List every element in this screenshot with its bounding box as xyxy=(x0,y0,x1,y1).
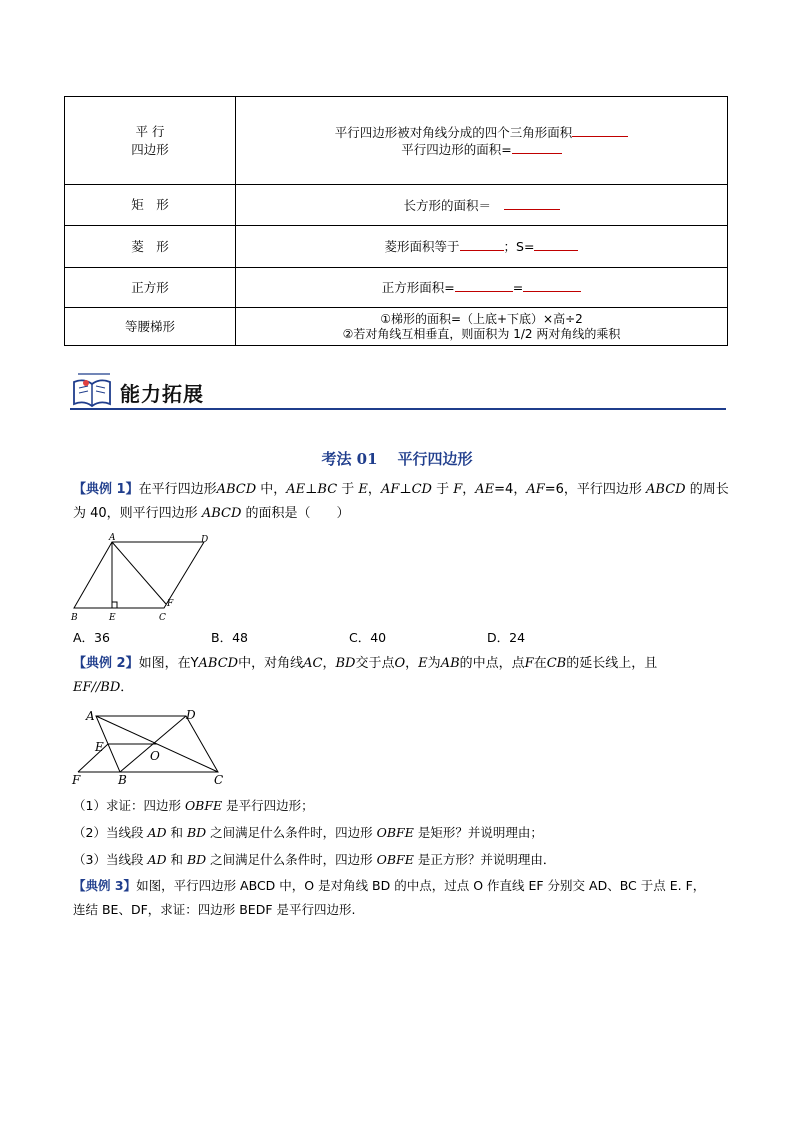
answer-blank xyxy=(512,141,562,154)
table-row xyxy=(65,308,728,346)
shape-cell: 等腰梯形 xyxy=(65,308,236,346)
label-C: C xyxy=(159,613,166,623)
answer-blank xyxy=(523,279,581,292)
example-2-text: 【典例 2】如图，在YABCD中，对角线AC，BD交于点O，E为AB的中点，点F在CB的延长线上，且 EF//BD． xyxy=(73,656,658,695)
formula-cell: ①梯形的面积=（上底+下底）×高÷2 ②若对角线互相垂直，则面积为 1/2 两对角线的乘积 xyxy=(236,308,728,346)
label-F: F xyxy=(167,599,174,609)
label-A: A xyxy=(109,533,116,543)
choice-d[interactable]: D．24 xyxy=(487,630,526,645)
answer-blank xyxy=(455,279,513,292)
answer-blank xyxy=(572,124,628,137)
divider xyxy=(70,408,726,410)
label-D: D xyxy=(201,535,209,545)
formula-cell: 平行四边形被对角线分成的四个三角形面积 平行四边形的面积= xyxy=(236,97,728,185)
label-E: E xyxy=(109,613,116,623)
table-row xyxy=(65,268,728,308)
label-O: O xyxy=(150,749,160,763)
label-D: D xyxy=(186,708,196,722)
answer-blank xyxy=(460,238,504,251)
table-row xyxy=(65,185,728,226)
shape-cell: 矩 形 xyxy=(65,185,236,226)
label-F: F xyxy=(72,773,81,787)
book-icon xyxy=(70,372,114,410)
example-1-figure xyxy=(64,532,224,624)
method-title: 考法 01 平行四边形 xyxy=(321,450,473,468)
table-row xyxy=(65,226,728,268)
formula-cell: 菱形面积等于 ；S= xyxy=(236,226,728,268)
choice-b[interactable]: B．48 xyxy=(211,630,248,645)
example-2-figure xyxy=(68,704,238,790)
label-B: B xyxy=(71,613,78,623)
answer-blank xyxy=(504,197,560,210)
formula-cell: 长方形的面积＝ xyxy=(236,185,728,226)
answer-blank xyxy=(534,238,578,251)
shape-cell: 正方形 xyxy=(65,268,236,308)
section-heading: 能力拓展 xyxy=(120,382,204,406)
choice-c[interactable]: C．40 xyxy=(349,630,387,645)
example-1-text: 【典例 1】在平行四边形ABCD 中，AE⊥BC 于 E，AF⊥CD 于 F，AE=4，AF=6，平行四边形 ABCD 的周长 为 40，则平行四边形 ABCD 的面积是（ ） xyxy=(73,482,729,521)
example-3-text: 【典例 3】如图，平行四边形 ABCD 中，O 是对角线 BD 的中点，过点 O 作直线 EF 分别交 AD、BC 于点 E. F， 连结 BE、DF，求证：四边形 BEDF 是平行四边形. xyxy=(73,878,706,917)
formula-cell: 正方形面积= = xyxy=(236,268,728,308)
shape-cell: 菱 形 xyxy=(65,226,236,268)
label-B: B xyxy=(118,773,127,787)
ability-section-header xyxy=(70,372,726,412)
table-row xyxy=(65,97,728,185)
example-2-questions: （1）求证：四边形 OBFE 是平行四边形； （2）当线段 AD 和 BD 之间满足什么条件时，四边形 OBFE 是矩形？并说明理由； （3）当线段 AD 和 BD 之间满足什么条件时，四边形 OBFE 是正方形？并说明理由． xyxy=(73,798,556,867)
shape-cell: 平 行 四边形 xyxy=(65,97,236,185)
label-A: A xyxy=(86,709,95,723)
label-C: C xyxy=(214,773,224,787)
choice-a[interactable]: A．36 xyxy=(73,630,110,645)
area-formula-table xyxy=(64,96,728,346)
label-E: E xyxy=(95,740,104,754)
